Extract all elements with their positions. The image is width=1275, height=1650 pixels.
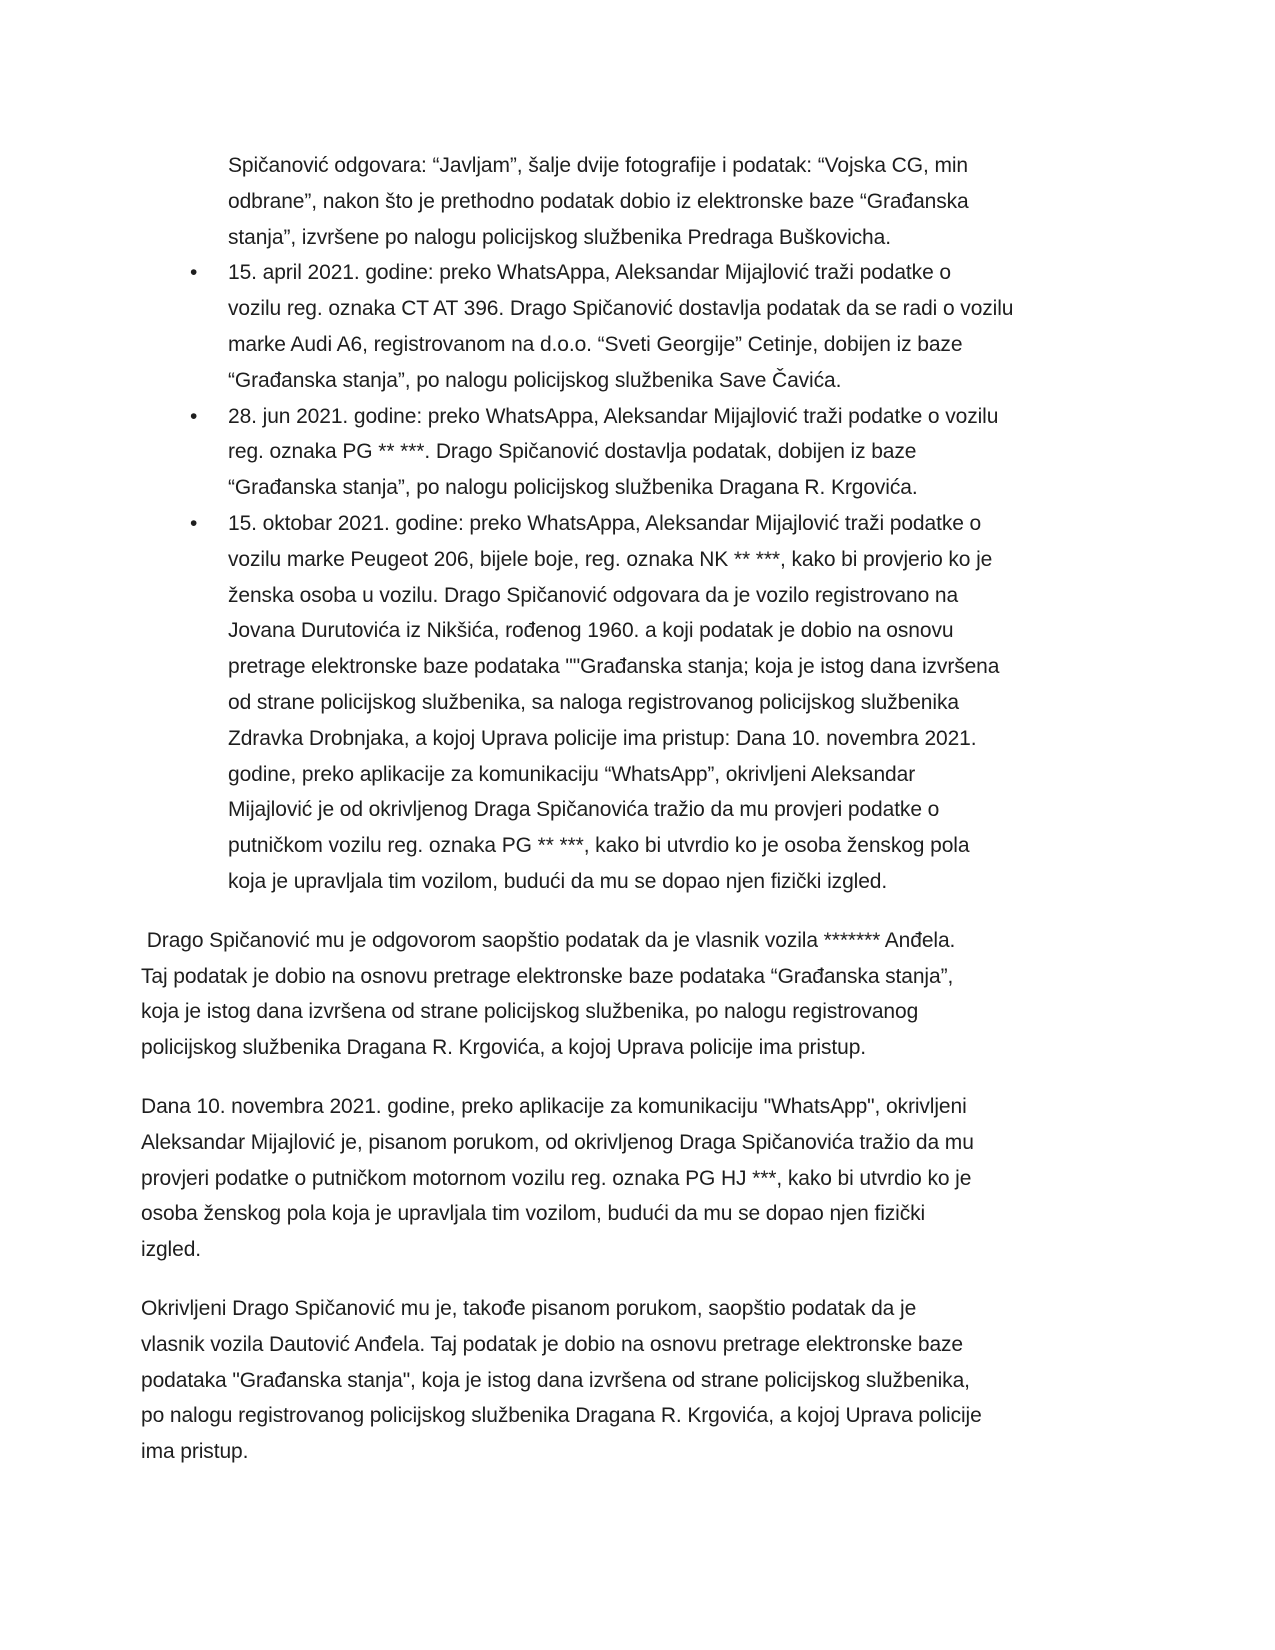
text-line: stanja”, izvršene po nalogu policijskog službenika Predraga Buškovicha. [228,225,891,249]
text-line: osoba ženskog pola koja je upravljala tim vozilom, budući da mu se dopao njen fizički [141,1202,926,1226]
text-line: pretrage elektronske baze podataka ""Građanska stanja; koja je istog dana izvršena [228,655,1000,679]
text-line: vozilu reg. oznaka CT AT 396. Drago Spičanović dostavlja podatak da se radi o vozilu [228,297,1014,321]
document-body [141,148,1135,1470]
text-line: od strane policijskog službenika, sa naloga registrovanog policijskog službenika [228,690,959,714]
text-line: Jovana Durutovića iz Nikšića, rođenog 1960. a koji podatak je dobio na osnovu [228,619,954,643]
text-line: koja je istog dana izvršena od strane policijskog službenika, po nalogu registrovanog [141,1000,919,1024]
text-line: vlasnik vozila Dautović Anđela. Taj podatak je dobio na osnovu pretrage elektronske baze [141,1332,964,1356]
bullet-text [228,255,1135,398]
bullet-icon: • [190,404,198,428]
text-line: odbrane”, nakon što je prethodno podatak dobio iz elektronske baze “Građanska [228,189,969,213]
paragraph [141,923,1135,1066]
text-line: Okrivljeni Drago Spičanović mu je, takođe pisanom porukom, saopštio podatak da je [141,1296,917,1320]
text-line: Zdravka Drobnjaka, a kojoj Uprava policije ima pristup: Dana 10. novembra 2021. [228,726,977,750]
text-line: “Građanska stanja”, po nalogu policijskog službenika Save Čavića. [228,368,842,392]
text-line: 15. april 2021. godine: preko WhatsAppa, Aleksandar Mijajlović traži podatke o [228,261,951,285]
bullet-item [141,399,1135,506]
bullet-item [141,255,1135,398]
text-line: reg. oznaka PG ** ***. Drago Spičanović dostavlja podatak, dobijen iz baze [228,440,917,464]
text-line: Dana 10. novembra 2021. godine, preko aplikacije za komunikaciju "WhatsApp", okrivljeni [141,1094,967,1118]
text-line: Aleksandar Mijajlović je, pisanom porukom, od okrivljenog Draga Spičanovića tražio da mu [141,1130,974,1154]
text-line: po nalogu registrovanog policijskog službenika Dragana R. Krgovića, a kojoj Uprava policije [141,1404,982,1428]
bullet-list [141,255,1135,899]
text-line: 28. jun 2021. godine: preko WhatsAppa, Aleksandar Mijajlović traži podatke o vozilu [228,404,999,428]
paragraph [141,1291,1135,1470]
text-line: 15. oktobar 2021. godine: preko WhatsAppa, Aleksandar Mijajlović traži podatke o [228,511,982,535]
text-line: Spičanović odgovara: “Javljam”, šalje dvije fotografije i podatak: “Vojska CG, min [228,154,968,177]
text-line: Drago Spičanović mu je odgovorom saopštio podatak da je vlasnik vozila ******* Anđela. [141,928,956,952]
text-line: godine, preko aplikacije za komunikaciju “WhatsApp”, okrivljeni Aleksandar [228,762,916,786]
text-line: vozilu marke Peugeot 206, bijele boje, reg. oznaka NK ** ***, kako bi provjerio ko je [228,547,993,571]
text-line: “Građanska stanja”, po nalogu policijskog službenika Dragana R. Krgovića. [228,476,918,500]
text-line: putničkom vozilu reg. oznaka PG ** ***, kako bi utvrdio ko je osoba ženskog pola [228,834,970,858]
text-line: podataka "Građanska stanja", koja je istog dana izvršena od strane policijskog službenika, [141,1368,970,1392]
text-line: marke Audi A6, registrovanom na d.o.o. “Sveti Georgije” Cetinje, dobijen iz baze [228,332,963,356]
bullet-text [228,506,1135,900]
bullet-icon: • [190,511,198,535]
paragraph [141,1089,1135,1268]
bullet-icon: • [190,261,198,285]
bullet-text [228,399,1135,506]
text-line: Taj podatak je dobio na osnovu pretrage elektronske baze podataka “Građanska stanja”, [141,964,954,988]
bullet-item [141,506,1135,900]
text-line: policijskog službenika Dragana R. Krgovića, a kojoj Uprava policije ima pristup. [141,1036,867,1060]
text-line: ženska osoba u vozilu. Drago Spičanović odgovara da je vozilo registrovano na [228,583,959,607]
text-line: Mijajlović je od okrivljenog Draga Spičanovića tražio da mu provjeri podatke o [228,798,940,822]
text-line: ima pristup. [141,1440,249,1464]
text-line: provjeri podatke o putničkom motornom vozilu reg. oznaka PG HJ ***, kako bi utvrdio ko je [141,1166,972,1190]
intro-paragraph [141,148,1135,255]
text-line: koja je upravljala tim vozilom, budući da mu se dopao njen fizički izgled. [228,869,888,893]
text-line: izgled. [141,1238,202,1262]
